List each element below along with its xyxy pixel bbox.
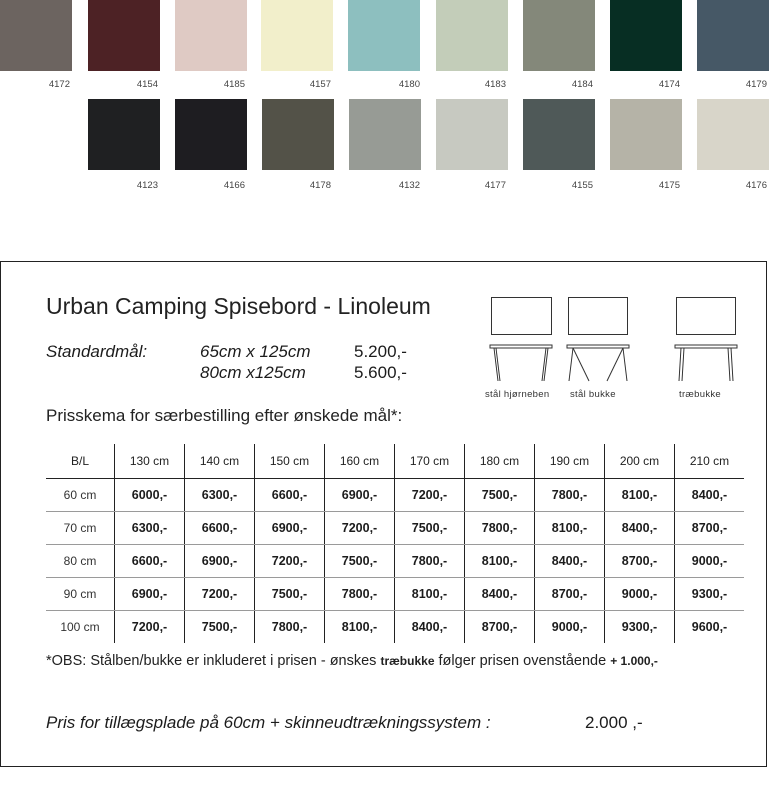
price-cell: 8400,- (465, 578, 535, 611)
column-header: 170 cm (395, 444, 465, 479)
table-top-icon (568, 297, 628, 335)
table-row (46, 611, 744, 644)
price-cell: 8400,- (535, 545, 605, 578)
price-cell: 8400,- (605, 512, 675, 545)
swatch-code: 4180 (398, 79, 420, 90)
price-cell: 8700,- (675, 512, 745, 545)
table-row (46, 578, 744, 611)
column-header: 140 cm (185, 444, 255, 479)
price-cell: 8700,- (535, 578, 605, 611)
row-label: 80 cm (46, 545, 115, 578)
swatch-code: 4154 (136, 79, 158, 90)
footnote-text: følger prisen ovenstående (434, 653, 611, 669)
swatch (88, 99, 160, 170)
swatch (348, 0, 420, 71)
column-header: 130 cm (115, 444, 185, 479)
price-cell: 9600,- (675, 611, 745, 644)
price-cell: 7500,- (255, 578, 325, 611)
standard-size: 65cm x 125cm (200, 342, 311, 361)
standard-price: 5.600,- (354, 363, 407, 382)
swatch (436, 0, 508, 71)
swatch (523, 99, 595, 170)
steel-corner-legs-icon (488, 343, 554, 385)
price-cell: 7200,- (325, 512, 395, 545)
price-cell: 8100,- (535, 512, 605, 545)
price-cell: 7500,- (185, 611, 255, 644)
corner-header: B/L (46, 444, 115, 479)
price-cell: 7200,- (185, 578, 255, 611)
swatch (261, 0, 333, 71)
swatch (262, 99, 334, 170)
leg-caption: stål bukke (570, 389, 616, 400)
swatch-code: 4178 (309, 180, 331, 191)
row-label: 90 cm (46, 578, 115, 611)
price-schedule-heading: Prisskema for særbestilling efter ønskede mål*: (46, 406, 403, 425)
swatch (523, 0, 595, 71)
swatch (436, 99, 508, 170)
table-row (46, 545, 744, 578)
price-cell: 6300,- (115, 512, 185, 545)
price-cell: 7500,- (325, 545, 395, 578)
swatch-code: 4185 (223, 79, 245, 90)
column-header: 180 cm (465, 444, 535, 479)
swatch-code: 4174 (658, 79, 680, 90)
price-table (46, 444, 744, 643)
swatch (610, 99, 682, 170)
price-cell: 8400,- (395, 611, 465, 644)
price-cell: 9000,- (675, 545, 745, 578)
swatch-code: 4176 (745, 180, 767, 191)
wood-trestle-icon (673, 343, 739, 385)
price-cell: 7800,- (395, 545, 465, 578)
extension-label: Pris for tillægsplade på 60cm + skinneudtrækningssystem : (46, 713, 491, 732)
swatch (175, 0, 247, 71)
price-cell: 8700,- (465, 611, 535, 644)
price-cell: 6900,- (325, 479, 395, 512)
footnote (46, 653, 658, 669)
price-cell: 7500,- (465, 479, 535, 512)
price-cell: 6600,- (115, 545, 185, 578)
standard-label: Standardmål: (46, 342, 148, 361)
swatch (349, 99, 421, 170)
price-cell: 7500,- (395, 512, 465, 545)
price-cell: 7200,- (395, 479, 465, 512)
leg-caption: stål hjørneben (485, 389, 550, 400)
swatch-code: 4184 (571, 79, 593, 90)
swatch-code: 4183 (484, 79, 506, 90)
table-top-icon (491, 297, 552, 335)
standard-size: 80cm x125cm (200, 363, 306, 382)
column-header: 160 cm (325, 444, 395, 479)
swatch-code: 4172 (48, 79, 70, 90)
swatch (610, 0, 682, 71)
price-cell: 7800,- (465, 512, 535, 545)
table-row (46, 479, 744, 512)
price-cell: 8100,- (395, 578, 465, 611)
price-cell: 8100,- (325, 611, 395, 644)
standard-price: 5.200,- (354, 342, 407, 361)
price-cell: 9000,- (605, 578, 675, 611)
steel-trestle-icon (565, 343, 631, 385)
price-cell: 6900,- (185, 545, 255, 578)
footnote-bold: træbukke (380, 654, 435, 668)
swatch-code: 4166 (223, 180, 245, 191)
price-cell: 8700,- (605, 545, 675, 578)
column-header: 200 cm (605, 444, 675, 479)
swatch (697, 99, 769, 170)
extension-price: 2.000 ,- (585, 713, 643, 732)
price-cell: 6900,- (255, 512, 325, 545)
swatch (88, 0, 160, 71)
footnote-text: *OBS: Stålben/bukke er inkluderet i prisen - ønskes (46, 653, 381, 669)
column-header: 210 cm (675, 444, 745, 479)
swatch (0, 0, 72, 71)
price-cell: 6600,- (255, 479, 325, 512)
swatch-code: 4175 (658, 180, 680, 191)
price-cell: 9000,- (535, 611, 605, 644)
price-cell: 9300,- (675, 578, 745, 611)
swatch-code: 4157 (309, 79, 331, 90)
table-header-row (46, 444, 744, 479)
column-header: 150 cm (255, 444, 325, 479)
price-cell: 8100,- (605, 479, 675, 512)
column-header: 190 cm (535, 444, 605, 479)
swatch-code: 4155 (571, 180, 593, 191)
price-cell: 8100,- (465, 545, 535, 578)
row-label: 70 cm (46, 512, 115, 545)
price-cell: 6600,- (185, 512, 255, 545)
swatch-code: 4179 (745, 79, 767, 90)
price-cell: 7200,- (255, 545, 325, 578)
price-cell: 6900,- (115, 578, 185, 611)
swatch (697, 0, 769, 71)
price-cell: 8400,- (675, 479, 745, 512)
swatch-code: 4132 (398, 180, 420, 191)
price-cell: 7800,- (325, 578, 395, 611)
footnote-bold: + 1.000,- (610, 654, 658, 668)
swatch (175, 99, 247, 170)
table-row (46, 512, 744, 545)
price-cell: 6300,- (185, 479, 255, 512)
swatch-code: 4177 (484, 180, 506, 191)
price-cell: 6000,- (115, 479, 185, 512)
row-label: 60 cm (46, 479, 115, 512)
leg-caption: træbukke (679, 389, 722, 400)
page-title: Urban Camping Spisebord - Linoleum (46, 293, 431, 319)
swatch-code: 4123 (136, 180, 158, 191)
price-cell: 7800,- (255, 611, 325, 644)
row-label: 100 cm (60, 620, 100, 634)
price-cell: 7200,- (115, 611, 185, 644)
price-cell: 7800,- (535, 479, 605, 512)
price-cell: 9300,- (605, 611, 675, 644)
table-top-icon (676, 297, 736, 335)
